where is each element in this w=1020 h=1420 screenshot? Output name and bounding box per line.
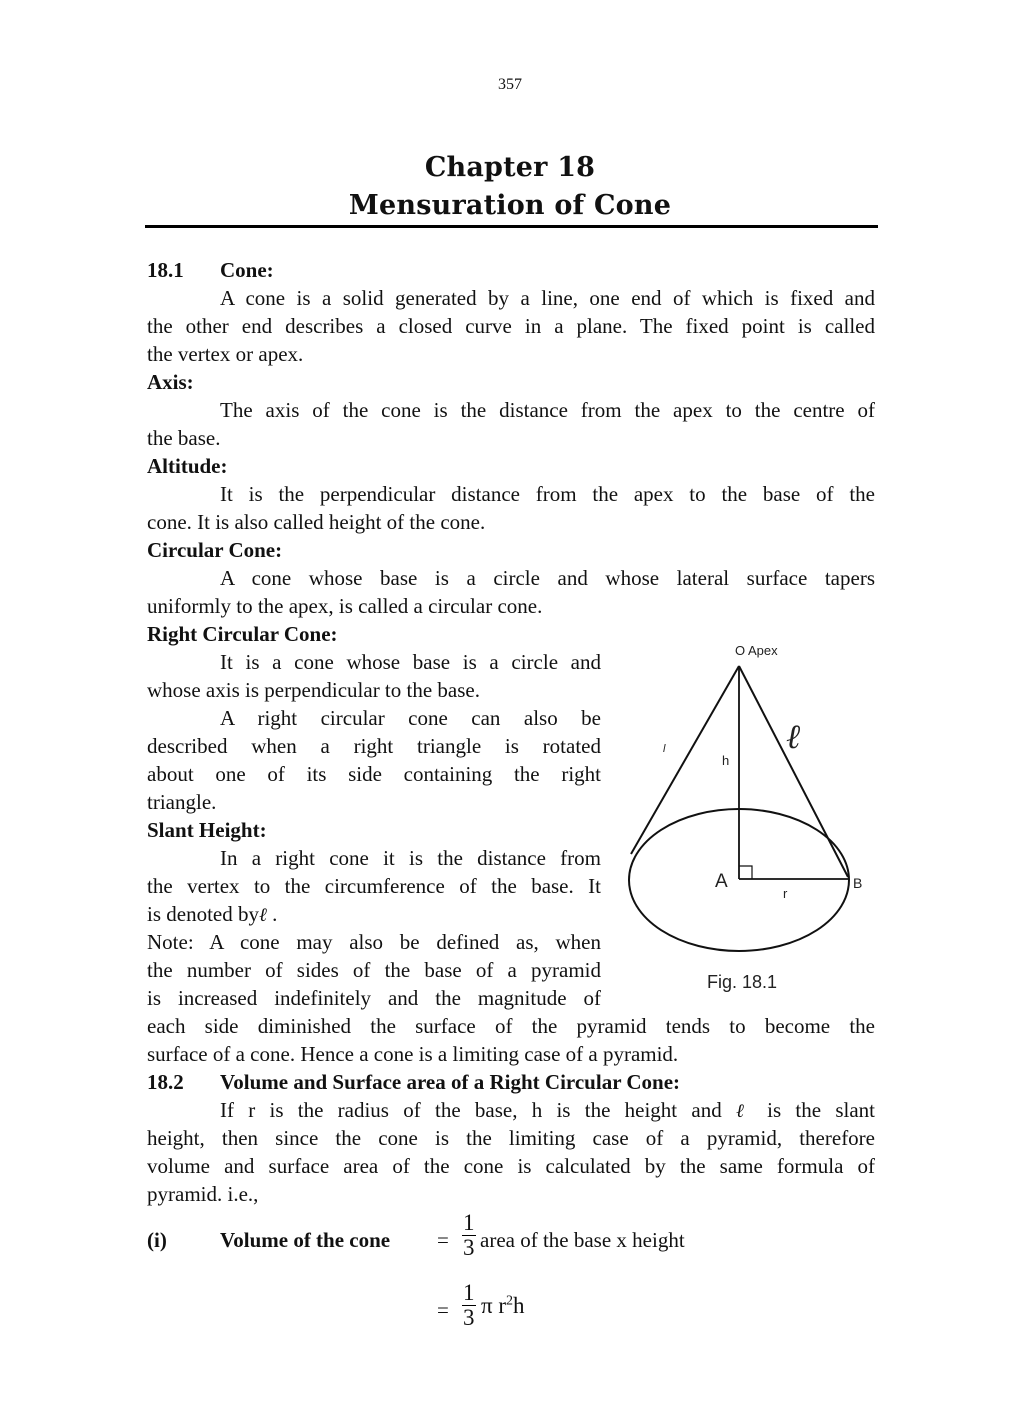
point-a-label: A	[715, 871, 728, 892]
formula-pi-r2h: π $r^2h$	[481, 1293, 525, 1318]
equals-sign: =	[437, 1228, 449, 1252]
note-line: is increased indefinitely and the magnitude of	[147, 986, 601, 1010]
paragraph-line: is denoted byℓ .	[147, 902, 278, 926]
paragraph-line: the vertex or apex.	[147, 342, 304, 366]
point-b-label: B	[853, 875, 863, 891]
paragraph-line: cone. It is also called height of the cone.	[147, 510, 486, 534]
height-label: h	[722, 753, 730, 768]
chapter-title: Mensuration of Cone	[348, 190, 672, 221]
paragraph-line: described when a right triangle is rotated	[147, 734, 601, 758]
paragraph-line: the vertex to the circumference of the base. It	[147, 874, 601, 898]
fraction-one-third: $\frac{1}{3}$	[463, 1280, 475, 1330]
section-18-1-heading: 18.1 Cone:	[147, 258, 274, 282]
apex-label: O Apex	[735, 643, 778, 658]
slant-label-small: l	[663, 743, 666, 755]
section-18-2-heading: 18.2 Volume and Surface area of a Right Circular Cone:	[147, 1070, 681, 1094]
axis-heading: Axis:	[147, 370, 194, 394]
paragraph-line: triangle.	[147, 790, 217, 814]
cone-right-edge	[739, 666, 848, 877]
paragraph-line: volume and surface area of the cone is calculated by the same formula of	[147, 1154, 875, 1178]
paragraph-line: A cone whose base is a circle and whose lateral surface tapers	[220, 566, 875, 590]
page-number: 357	[498, 76, 522, 93]
paragraph-line: A right circular cone can also be	[220, 706, 601, 730]
fraction-one-third: $\frac{1}{3}$	[463, 1210, 475, 1260]
paragraph-line: A cone is a solid generated by a line, one end of which is fixed and	[220, 286, 875, 310]
formula-rhs: area of the base x height	[480, 1228, 685, 1252]
paragraph-line: uniformly to the apex, is called a circular cone.	[147, 594, 543, 618]
figure-caption: Fig. 18.1	[707, 972, 778, 992]
ell-symbol: ℓ	[258, 904, 267, 926]
circular-cone-heading: Circular Cone:	[147, 538, 283, 562]
paragraph-line: It is the perpendicular distance from the apex to the base of the	[220, 482, 875, 506]
paragraph-line: the other end describes a closed curve in a plane. The fixed point is called	[147, 314, 875, 338]
paragraph-line: pyramid. i.e.,	[147, 1182, 259, 1206]
slant-height-heading: Slant Height:	[147, 818, 267, 842]
right-angle-mark	[739, 866, 752, 879]
formula-number: (i)	[147, 1228, 167, 1252]
paragraph-line: whose axis is perpendicular to the base.	[147, 678, 480, 702]
note-line: Note: A cone may also be defined as, when	[147, 930, 601, 954]
paragraph-line: If r is the radius of the base, h is the height and ℓ is the slant	[220, 1098, 876, 1122]
paragraph-line: about one of its side containing the right	[147, 762, 601, 786]
formula-label: Volume of the cone	[220, 1228, 391, 1252]
right-circular-cone-heading: Right Circular Cone:	[147, 622, 338, 646]
equals-sign: =	[437, 1298, 449, 1322]
slant-label: ℓ	[786, 717, 801, 757]
note-line: the number of sides of the base of a pyramid	[147, 958, 601, 982]
title-rule	[145, 225, 878, 228]
chapter-label: Chapter 18	[424, 152, 596, 183]
paragraph-line: The axis of the cone is the distance from the apex to the centre of	[220, 398, 875, 422]
note-line: surface of a cone. Hence a cone is a limiting case of a pyramid.	[147, 1042, 679, 1066]
note-line: each side diminished the surface of the pyramid tends to become the	[147, 1014, 875, 1038]
altitude-heading: Altitude:	[147, 454, 228, 478]
ell-symbol: ℓ	[735, 1100, 753, 1122]
cone-figure	[600, 630, 880, 1000]
paragraph-line: height, then since the cone is the limiting case of a pyramid, therefore	[147, 1126, 875, 1150]
radius-label: r	[783, 886, 788, 901]
paragraph-line: It is a cone whose base is a circle and	[220, 650, 601, 674]
paragraph-line: the base.	[147, 426, 221, 450]
paragraph-line: In a right cone it is the distance from	[220, 846, 601, 870]
